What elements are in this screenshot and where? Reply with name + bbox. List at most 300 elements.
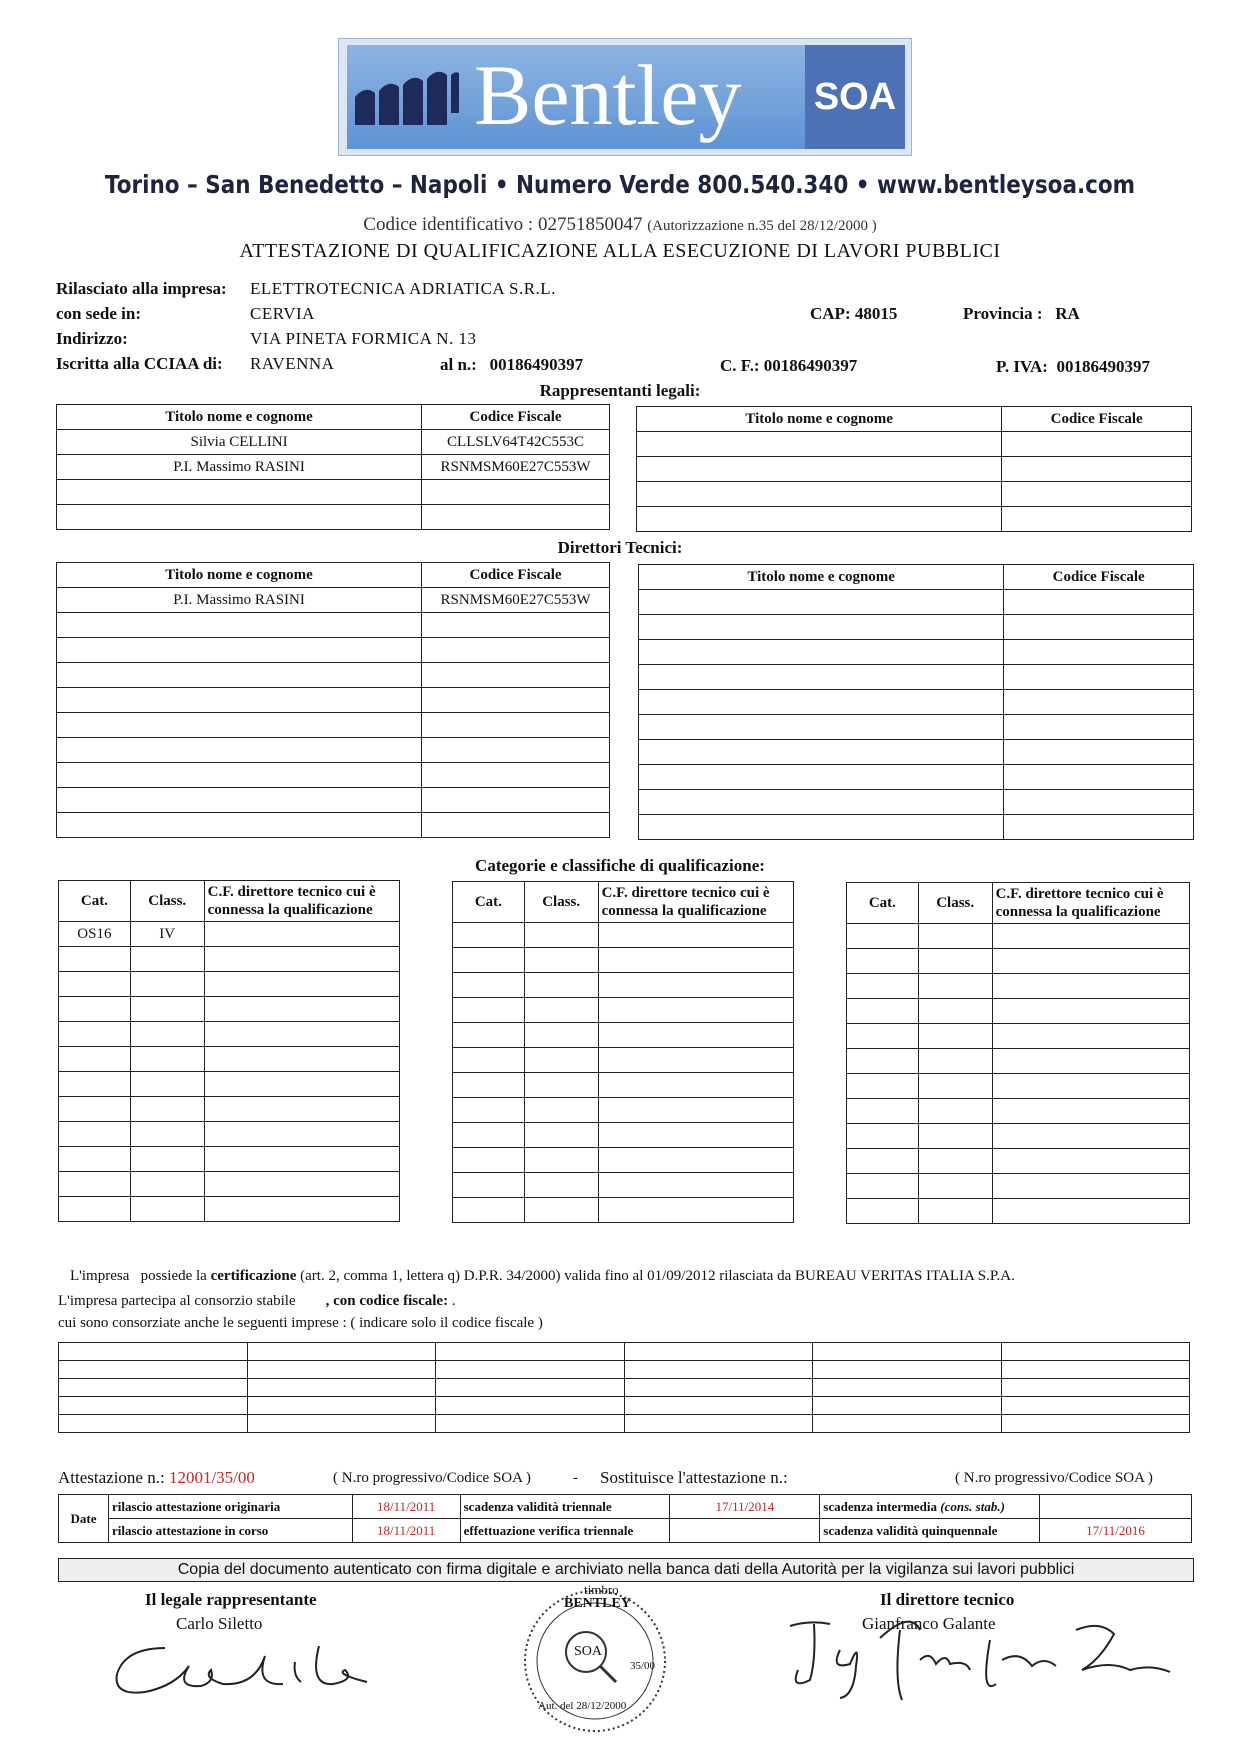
class-cell: IV: [130, 922, 204, 947]
table-row: [847, 1124, 1190, 1149]
consorziata-cell: [59, 1397, 248, 1415]
progressivo-2: ( N.ro progressivo/Codice SOA ): [955, 1470, 1153, 1486]
codice-fiscale-cell: [422, 813, 610, 838]
autorizzazione: (Autorizzazione n.35 del 28/12/2000 ): [647, 218, 877, 234]
class-cell: [130, 1147, 204, 1172]
col-class: Class.: [524, 882, 598, 923]
class-cell: [130, 947, 204, 972]
cat-cell: [59, 1147, 131, 1172]
codice-fiscale-cell: [422, 480, 610, 505]
table-row: [59, 1047, 400, 1072]
table-row: [59, 947, 400, 972]
nome-cell: [57, 638, 422, 663]
codice-value: 02751850047: [537, 214, 643, 235]
class-cell: [524, 923, 598, 948]
consorziata-cell: [59, 1343, 248, 1361]
consorziata-cell: [624, 1361, 813, 1379]
table-row: [639, 615, 1194, 640]
cat-cell: [847, 1099, 919, 1124]
table-row: [847, 1174, 1190, 1199]
rappresentanti-table-right: [636, 406, 1192, 532]
codice-fiscale-cell: RSNMSM60E27C553W: [422, 588, 610, 613]
sede-value: CERVIA: [250, 304, 315, 323]
class-cell: [918, 974, 992, 999]
table-row: [637, 432, 1192, 457]
class-cell: [918, 1099, 992, 1124]
class-cell: [524, 1048, 598, 1073]
cf-direttore-cell: [204, 997, 399, 1022]
class-cell: [918, 1049, 992, 1074]
scadenza-intermedia-text: scadenza intermedia: [823, 1498, 938, 1514]
cat-cell: [59, 997, 131, 1022]
piva-label: P. IVA:: [996, 357, 1048, 376]
col-cat: Cat.: [59, 881, 131, 922]
attestazione-line: [58, 1468, 255, 1488]
cf-direttore-cell: [598, 1023, 793, 1048]
table-row: [453, 1073, 794, 1098]
direttore-label: Il direttore tecnico: [880, 1590, 1015, 1609]
col-cf-direttore: C.F. direttore tecnico cui è connessa la qualificazione: [598, 882, 793, 923]
rappresentanti-heading: Rappresentanti legali:: [539, 381, 701, 400]
arches-logo-icon: [351, 67, 461, 129]
codice-fiscale-cell: [422, 505, 610, 530]
cat-cell: [453, 1173, 525, 1198]
table-row: [639, 765, 1194, 790]
timbro-soa: [520, 1582, 670, 1736]
codice-fiscale-cell: [1002, 432, 1192, 457]
cat-cell: [847, 1049, 919, 1074]
consorziata-cell: [436, 1397, 625, 1415]
col-cf: Codice Fiscale: [422, 405, 610, 430]
class-cell: [130, 1022, 204, 1047]
cf-direttore-cell: [598, 1098, 793, 1123]
nome-cell: P.I. Massimo RASINI: [57, 588, 422, 613]
cf-direttore-cell: [204, 1197, 399, 1222]
table-row: [637, 457, 1192, 482]
cf-direttore-cell: [204, 1072, 399, 1097]
cat-cell: [847, 1199, 919, 1224]
class-cell: [918, 999, 992, 1024]
nome-cell: [637, 432, 1002, 457]
scadenza-quinquennale-label: scadenza validità quinquennale: [820, 1519, 1040, 1543]
rilascio-corso-label: rilascio attestazione in corso: [108, 1519, 352, 1543]
nome-cell: [57, 738, 422, 763]
col-cf: Codice Fiscale: [422, 563, 610, 588]
table-row: [57, 763, 610, 788]
cf-direttore-cell: [992, 1124, 1189, 1149]
consorzio-text-b: , con: [325, 1293, 360, 1309]
table-row: [639, 740, 1194, 765]
consorziata-cell: [1001, 1343, 1190, 1361]
categorie-heading: Categorie e classifiche di qualificazione:: [475, 856, 765, 875]
cf-direttore-cell: [598, 1148, 793, 1173]
table-row: [59, 922, 400, 947]
nome-cell: [57, 663, 422, 688]
cat-cell: [453, 1148, 525, 1173]
cf-direttore-cell: [992, 999, 1189, 1024]
cciaa-value: RAVENNA: [250, 354, 335, 373]
table-row: [847, 974, 1190, 999]
stamp-number: 35/00: [630, 1660, 656, 1672]
attestazione-label: Attestazione n.:: [58, 1468, 165, 1487]
col-nome: Titolo nome e cognome: [57, 405, 422, 430]
cat-cell: [847, 974, 919, 999]
document-title: ATTESTAZIONE DI QUALIFICAZIONE ALLA ESECUZIONE DI LAVORI PUBBLICI: [239, 240, 1001, 262]
cat-cell: [847, 1124, 919, 1149]
certificazione-line: [70, 1268, 1015, 1285]
provincia-label: Provincia :: [963, 304, 1043, 323]
class-cell: [918, 1124, 992, 1149]
codice-fiscale-cell: [1004, 590, 1194, 615]
indirizzo-value: VIA PINETA FORMICA N. 13: [250, 329, 477, 348]
nome-cell: [57, 505, 422, 530]
table-row: [57, 813, 610, 838]
col-cf: Codice Fiscale: [1002, 407, 1192, 432]
cf-direttore-cell: [992, 974, 1189, 999]
bentley-soa-logo: [338, 38, 912, 156]
cat-cell: [453, 1123, 525, 1148]
codice-fiscale-cell: [422, 788, 610, 813]
table-row: [59, 1397, 1190, 1415]
date-label: Date: [59, 1495, 109, 1543]
consorziata-cell: [1001, 1379, 1190, 1397]
col-cf-direttore: C.F. direttore tecnico cui è connessa la qualificazione: [204, 881, 399, 922]
consorziata-cell: [436, 1361, 625, 1379]
table-row: [59, 1022, 400, 1047]
cat-cell: [59, 1122, 131, 1147]
cat-cell: [453, 1198, 525, 1223]
codice-fiscale-cell: [1004, 740, 1194, 765]
cat-cell: [847, 1174, 919, 1199]
rilasciato-label: Rilasciato alla impresa:: [56, 279, 227, 298]
class-cell: [130, 1047, 204, 1072]
consorziata-cell: [813, 1343, 1002, 1361]
nome-cell: [57, 813, 422, 838]
verifica-triennale-value: [670, 1519, 820, 1543]
table-row: [57, 430, 610, 455]
class-cell: [524, 948, 598, 973]
table-row: [57, 613, 610, 638]
class-cell: [130, 1072, 204, 1097]
nome-cell: [637, 482, 1002, 507]
class-cell: [524, 1023, 598, 1048]
consorzio-line: [58, 1293, 456, 1310]
codice-fiscale-cell: [422, 763, 610, 788]
consorziata-cell: [624, 1415, 813, 1433]
table-row: [453, 1048, 794, 1073]
scadenza-intermedia-note: (cons. stab.): [940, 1498, 1005, 1514]
codice-fiscale-cell: CLLSLV64T42C553C: [422, 430, 610, 455]
cat-cell: [453, 923, 525, 948]
cf-direttore-cell: [598, 1048, 793, 1073]
codice-fiscale-cell: [1004, 765, 1194, 790]
cat-cell: [847, 1149, 919, 1174]
cf-direttore-cell: [992, 1174, 1189, 1199]
cat-cell: [453, 1098, 525, 1123]
table-row: [59, 1197, 400, 1222]
table-row: [59, 1172, 400, 1197]
codice-fiscale-cell: RSNMSM60E27C553W: [422, 455, 610, 480]
class-cell: [918, 1199, 992, 1224]
nome-cell: [637, 507, 1002, 532]
table-row: [59, 972, 400, 997]
col-cat: Cat.: [847, 883, 919, 924]
table-row: [59, 1097, 400, 1122]
table-row: [59, 1361, 1190, 1379]
verifica-triennale-label: effettuazione verifica triennale: [460, 1519, 670, 1543]
consorziata-cell: [436, 1379, 625, 1397]
table-row: [847, 999, 1190, 1024]
consorziata-cell: [813, 1361, 1002, 1379]
rappresentanti-table-left: [56, 404, 610, 530]
nome-cell: [639, 765, 1004, 790]
dash: -: [573, 1470, 578, 1486]
cat-cell: OS16: [59, 922, 131, 947]
table-row: [59, 1147, 400, 1172]
cf-value: 00186490397: [763, 356, 858, 375]
table-row: [847, 1049, 1190, 1074]
attestazione-value: 12001/35/00: [168, 1468, 255, 1487]
codice-fiscale-cell: [422, 738, 610, 763]
direttore-nome: Gianfranco Galante: [862, 1614, 996, 1633]
consorziata-cell: [624, 1343, 813, 1361]
nome-cell: [639, 590, 1004, 615]
contact-line: Torino – San Benedetto – Napoli • Numero Verde 800.540.340 • www.bentleysoa.com: [104, 170, 1136, 199]
legale-nome: Carlo Siletto: [176, 1614, 263, 1633]
consorziata-cell: [247, 1361, 436, 1379]
consorziata-cell: [59, 1361, 248, 1379]
scadenza-quinquennale-value: 17/11/2016: [1040, 1519, 1192, 1543]
logo-word: Bentley: [474, 47, 742, 143]
progressivo-1: ( N.ro progressivo/Codice SOA ): [333, 1470, 531, 1486]
table-row: [453, 1198, 794, 1223]
codice-fiscale-cell: [1004, 640, 1194, 665]
nome-cell: [639, 815, 1004, 840]
consorziata-cell: [624, 1379, 813, 1397]
table-row: [57, 505, 610, 530]
codice-fiscale-cell: [1004, 815, 1194, 840]
table-row: [57, 788, 610, 813]
class-cell: [918, 1174, 992, 1199]
class-cell: [918, 924, 992, 949]
col-nome: Titolo nome e cognome: [637, 407, 1002, 432]
rilascio-originaria-value: 18/11/2011: [352, 1495, 460, 1519]
cat-cell: [847, 949, 919, 974]
nome-cell: [639, 665, 1004, 690]
consorziata-cell: [247, 1397, 436, 1415]
codice-fiscale-cell: [1004, 665, 1194, 690]
scadenza-triennale-value: 17/11/2014: [670, 1495, 820, 1519]
col-class: Class.: [130, 881, 204, 922]
codice-fiscale-cell: [1004, 790, 1194, 815]
table-row: [59, 1343, 1190, 1361]
timbro-label: timbro: [584, 1582, 619, 1597]
provincia-value: RA: [1055, 304, 1080, 323]
cat-cell: [59, 1172, 131, 1197]
nome-cell: [637, 457, 1002, 482]
al-n-label: al n.:: [440, 355, 477, 374]
table-row: [637, 482, 1192, 507]
nome-cell: [57, 763, 422, 788]
cat-cell: [453, 998, 525, 1023]
consorziata-cell: [813, 1415, 1002, 1433]
cf-direttore-cell: [204, 1122, 399, 1147]
cert-text-a: L'impresa possiede la: [70, 1268, 211, 1284]
cert-text-b: certificazione: [210, 1268, 297, 1284]
col-cf-direttore: C.F. direttore tecnico cui è connessa la qualificazione: [992, 883, 1189, 924]
class-cell: [524, 1198, 598, 1223]
consorziata-cell: [247, 1415, 436, 1433]
table-row: [639, 640, 1194, 665]
categorie-table-1: [58, 880, 400, 1222]
categorie-table-2: [452, 881, 794, 1223]
table-row: [57, 738, 610, 763]
nome-cell: [57, 713, 422, 738]
codice-fiscale-cell: [1002, 482, 1192, 507]
table-row: [847, 949, 1190, 974]
cf-direttore-cell: [598, 973, 793, 998]
table-row: [637, 507, 1192, 532]
consorzio-text-c: codice fiscale:: [359, 1293, 449, 1309]
rilascio-originaria-label: rilascio attestazione originaria: [108, 1495, 352, 1519]
rilascio-corso-value: 18/11/2011: [352, 1519, 460, 1543]
table-row: [847, 1074, 1190, 1099]
codice-fiscale-cell: [422, 688, 610, 713]
codice-fiscale-cell: [1004, 690, 1194, 715]
table-row: [59, 1072, 400, 1097]
codice-identificativo: [0, 214, 1240, 236]
consorziata-cell: [436, 1343, 625, 1361]
cat-cell: [59, 1097, 131, 1122]
logo-soa: SOA: [805, 45, 905, 149]
class-cell: [130, 1122, 204, 1147]
table-row: [847, 1099, 1190, 1124]
class-cell: [130, 997, 204, 1022]
legale-signature: [105, 1626, 385, 1706]
cat-cell: [453, 1048, 525, 1073]
cf-direttore-cell: [204, 1047, 399, 1072]
col-cat: Cat.: [453, 882, 525, 923]
cf-direttore-cell: [992, 924, 1189, 949]
sostituisce-label: Sostituisce l'attestazione n.:: [600, 1468, 788, 1487]
piva: [996, 357, 1150, 377]
cat-cell: [453, 1023, 525, 1048]
table-row: [453, 1123, 794, 1148]
consorziata-cell: [247, 1343, 436, 1361]
piva-value: 00186490397: [1056, 357, 1150, 376]
cf-direttore-cell: [204, 1022, 399, 1047]
codice-label: Codice identificativo :: [363, 214, 534, 235]
codice-fiscale-cell: [1004, 715, 1194, 740]
consorziate-line: cui sono consorziate anche le seguenti imprese : ( indicare solo il codice fiscale ): [58, 1315, 543, 1331]
table-row: [453, 1173, 794, 1198]
table-row: [57, 480, 610, 505]
cat-cell: [453, 973, 525, 998]
indirizzo-label: Indirizzo:: [56, 329, 128, 348]
cat-cell: [59, 947, 131, 972]
cf-direttore-cell: [598, 1198, 793, 1223]
nome-cell: [57, 480, 422, 505]
nome-cell: P.I. Massimo RASINI: [57, 455, 422, 480]
al-n: [440, 355, 583, 375]
consorziata-cell: [624, 1397, 813, 1415]
date-table: [58, 1494, 1192, 1543]
nome-cell: [57, 788, 422, 813]
cat-cell: [59, 1047, 131, 1072]
cf: [720, 356, 857, 376]
codice-fiscale-cell: [422, 713, 610, 738]
cf-direttore-cell: [598, 923, 793, 948]
class-cell: [524, 998, 598, 1023]
codice-fiscale-cell: [422, 663, 610, 688]
table-row: [639, 690, 1194, 715]
class-cell: [524, 1123, 598, 1148]
consorzio-text-a: L'impresa partecipa al consorzio stabile: [58, 1293, 296, 1309]
col-cf: Codice Fiscale: [1004, 565, 1194, 590]
cat-cell: [847, 1074, 919, 1099]
cat-cell: [453, 948, 525, 973]
table-row: [57, 455, 610, 480]
cf-direttore-cell: [992, 1199, 1189, 1224]
table-row: [453, 948, 794, 973]
cf-direttore-cell: [598, 1123, 793, 1148]
consorziata-cell: [436, 1415, 625, 1433]
codice-fiscale-cell: [1002, 507, 1192, 532]
table-row: [847, 1149, 1190, 1174]
cf-direttore-cell: [992, 1024, 1189, 1049]
nome-cell: [639, 715, 1004, 740]
table-row: [847, 1199, 1190, 1224]
archiviazione-banner: Copia del documento autenticato con firma digitale e archiviato nella banca dati della Autorità per la vigilanza sui lavori pubblici: [58, 1558, 1194, 1582]
nome-cell: [639, 790, 1004, 815]
scadenza-triennale-label: scadenza validità triennale: [460, 1495, 670, 1519]
table-row: [59, 1415, 1190, 1433]
class-cell: [918, 1024, 992, 1049]
table-row: [59, 1379, 1190, 1397]
class-cell: [918, 1149, 992, 1174]
class-cell: [524, 1073, 598, 1098]
cf-direttore-cell: [204, 947, 399, 972]
cf-direttore-cell: [204, 1172, 399, 1197]
table-row: [57, 713, 610, 738]
cap-label: CAP:: [810, 304, 851, 323]
cf-direttore-cell: [598, 1073, 793, 1098]
table-row: [453, 1148, 794, 1173]
cciaa-label: Iscritta alla CCIAA di:: [56, 354, 223, 373]
codice-fiscale-cell: [422, 638, 610, 663]
cert-text-c: (art. 2, comma 1, lettera q) D.P.R. 34/2000) valida fino al 01/09/2012 rilasciata da BUREAU VERITAS ITALIA S.P.A.: [296, 1268, 1015, 1284]
table-row: [57, 588, 610, 613]
nome-cell: [57, 688, 422, 713]
cf-direttore-cell: [992, 1074, 1189, 1099]
table-row: [453, 1023, 794, 1048]
consorziata-cell: [1001, 1361, 1190, 1379]
class-cell: [918, 949, 992, 974]
direttori-table-right: [638, 564, 1194, 840]
class-cell: [130, 972, 204, 997]
table-row: [57, 663, 610, 688]
stamp-bottom: Aut. del 28/12/2000: [538, 1700, 627, 1712]
cat-cell: [59, 972, 131, 997]
cf-direttore-cell: [204, 1097, 399, 1122]
scadenza-intermedia-value: [1040, 1495, 1192, 1519]
cat-cell: [59, 1022, 131, 1047]
consorziate-table: [58, 1342, 1190, 1433]
consorziata-cell: [813, 1397, 1002, 1415]
consorziata-cell: [813, 1379, 1002, 1397]
consorziata-cell: [1001, 1397, 1190, 1415]
nome-cell: [639, 690, 1004, 715]
